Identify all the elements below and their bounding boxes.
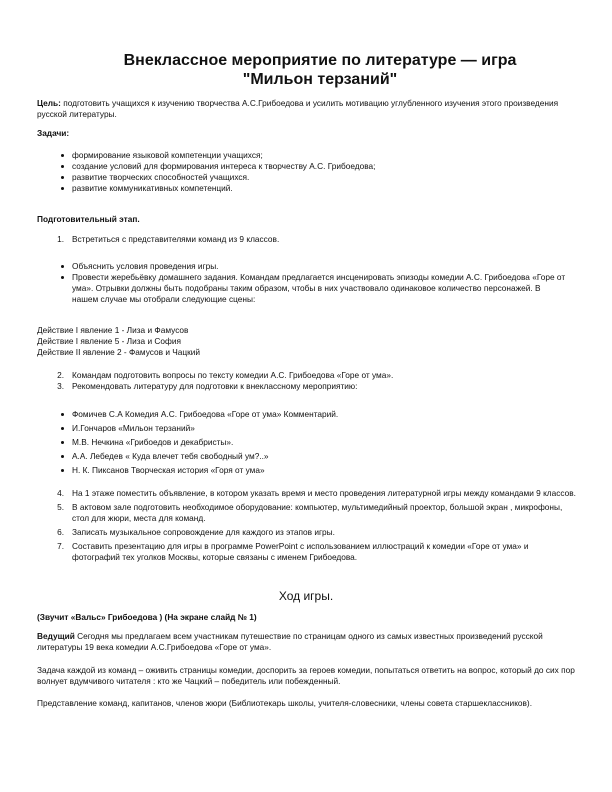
literature-list (37, 409, 577, 476)
prep-list-final (37, 488, 577, 563)
list-item: М.В. Нечкина «Грибоедов и декабристы». (37, 437, 577, 448)
list-item (37, 488, 577, 499)
stage-direction: (Звучит «Вальс» Грибоедова ) (На экране слайд № 1) (37, 612, 257, 622)
item-number: 6. (57, 527, 64, 537)
scene-line: Действие I явление 1 - Лиза и Фамусов (37, 325, 189, 335)
list-item: развитие коммуникативных компетенций. (37, 183, 577, 194)
task-paragraph: Задача каждой из команд – оживить страницы комедии, доспорить за героев комедии, попытаться ответить на вопрос, который до сих пор волнует вдумчивого читателя : кто же Чацкий – победитель или побежденный. (37, 665, 575, 686)
item-number: 3. (57, 381, 64, 391)
list-item (37, 370, 577, 381)
goal-text: подготовить учащихся к изучению творчества А.С.Грибоедова и усилить мотивацию углубленного изучения этого произведения русской литературы. (37, 98, 559, 119)
item-number: 4. (57, 488, 64, 498)
item-text: Встретиться с представителями команд из 9 классов. (72, 234, 280, 244)
tasks-heading: Задачи: (37, 128, 70, 138)
prep-list-continued (37, 370, 577, 392)
prep-list-start (37, 234, 577, 245)
list-item: И.Гончаров «Мильон терзаний» (37, 423, 577, 434)
list-item (37, 541, 577, 563)
document-title (40, 51, 600, 89)
host-paragraph (37, 631, 577, 653)
list-item: формирование языковой компетенции учащихся; (37, 150, 577, 161)
item-number: 7. (57, 541, 64, 551)
host-text: Сегодня мы предлагаем всем участникам путешествие по страницам одного из самых известных произведений русской литературы 19 века комедии А.С.Грибоедова «Горе от ума». (37, 631, 543, 652)
item-number: 2. (57, 370, 64, 380)
item-text: Рекомендовать литературу для подготовки к внеклассному мероприятию: (72, 381, 358, 391)
intro-paragraph: Представление команд, капитанов, членов жюри (Библиотекарь школы, учителя-словесники, члены совета старшеклассников). (37, 698, 533, 708)
list-item: развитие творческих способностей учащихся. (37, 172, 577, 183)
host-label: Ведущий (37, 631, 75, 641)
list-item (37, 381, 577, 392)
item-text: На 1 этаже поместить объявление, в котором указать время и место проведения литературной игры между командами 9 классов. (72, 488, 576, 498)
item-text: Составить презентацию для игры в программе PowerPoint с использованием иллюстраций к комедии «Горе от ума» и фотографий тех уголков Москвы, которые связаны с именем Грибоедова. (72, 541, 529, 562)
item-number: 5. (57, 502, 64, 512)
list-item (37, 527, 577, 538)
list-item: Фомичев С.А Комедия А.С. Грибоедова «Горе от ума» Комментарий. (37, 409, 577, 420)
prep-heading: Подготовительный этап. (37, 214, 140, 224)
list-item (37, 502, 577, 524)
tasks-list (37, 150, 577, 194)
list-item: Н. К. Пиксанов Творческая история «Горя от ума» (37, 465, 577, 476)
list-item: создание условий для формирования интереса к творчеству А.С. Грибоедова; (37, 161, 577, 172)
prep-bullets (37, 261, 577, 305)
scene-line: Действие I явление 5 - Лиза и София (37, 336, 181, 346)
title-line-1: Внеклассное мероприятие по литературе — игра (123, 52, 517, 69)
list-item: А.А. Лебедев « Куда влечет тебя свободный ум?..» (37, 451, 577, 462)
game-heading: Ход игры. (278, 589, 334, 603)
item-text: Командам подготовить вопросы по тексту комедии А.С. Грибоедова «Горе от ума». (72, 370, 394, 380)
list-item: Провести жеребьёвку домашнего задания. Командам предлагается инсценировать эпизоды комедии А.С. Грибоедова «Горе от ума». Отрывки должны быть подобраны таким образом, чтобы в них участвовало одинаковое количество персонажей. В нашем случае мы отобрали следующие сцены: (37, 272, 577, 305)
goal-paragraph (37, 98, 577, 120)
title-line-2: "Мильон терзаний" (242, 71, 398, 88)
item-text: В актовом зале подготовить необходимое оборудование: компьютер, мультимедийный проектор, большой экран , микрофоны, стол для жюри, места для команд. (72, 502, 563, 523)
list-item (37, 234, 577, 245)
item-number: 1. (57, 234, 64, 244)
goal-label: Цель: (37, 98, 61, 108)
scenes-block (37, 325, 577, 358)
scene-line: Действие II явление 2 - Фамусов и Чацкий (37, 347, 201, 357)
item-text: Записать музыкальное сопровождение для каждого из этапов игры. (72, 527, 335, 537)
list-item: Объяснить условия проведения игры. (37, 261, 577, 272)
